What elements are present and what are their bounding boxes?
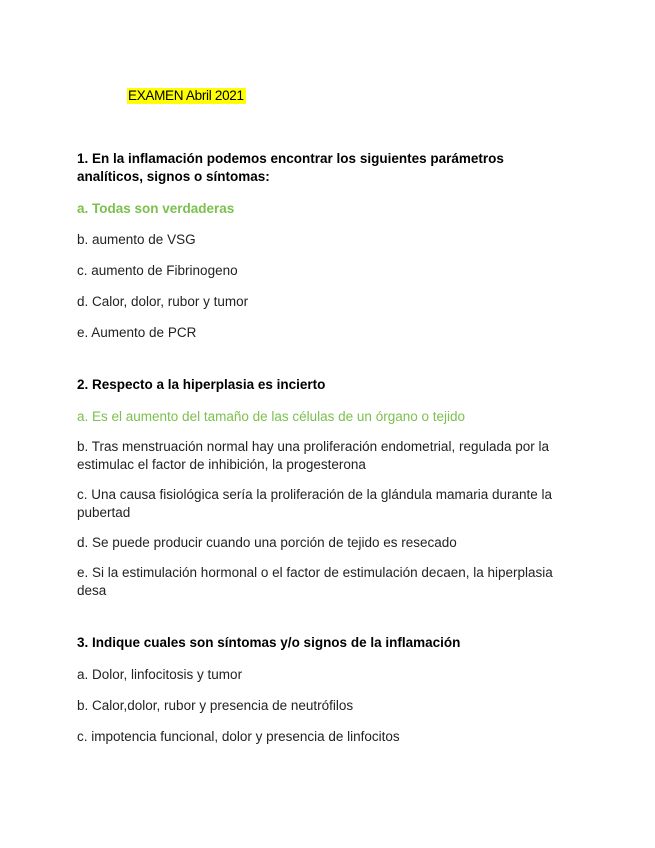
question-2-option-e: e. Si la estimulación hormonal o el factor de estimulación decaen, la hiperplasia desa [77, 565, 553, 598]
question-1-option-c: c. aumento de Fibrinogeno [77, 263, 238, 278]
question-3-option-a: a. Dolor, linfocitosis y tumor [77, 667, 243, 682]
question-2-option-d: d. Se puede producir cuando una porción de tejido es resecado [77, 535, 457, 550]
exam-title: EXAMEN Abril 2021 [128, 88, 244, 103]
question-2 [77, 376, 567, 600]
question-1-option-a: a. Todas son verdaderas [77, 201, 235, 216]
question-2-option-c: c. Una causa fisiológica sería la proliferación de la glándula mamaria durante la pubertad [77, 487, 553, 520]
question-1 [77, 150, 567, 342]
question-3-text: 3. Indique cuales son síntomas y/o signos de la inflamación [77, 635, 461, 650]
question-2-option-b: b. Tras menstruación normal hay una proliferación endometrial, regulada por la estimulac el factor de inhibición, la progesterona [77, 439, 550, 472]
question-3 [77, 634, 567, 746]
question-1-text: 1. En la inflamación podemos encontrar los siguientes parámetros analíticos, signos o síntomas: [77, 151, 504, 184]
question-3-option-b: b. Calor,dolor, rubor y presencia de neutrófilos [77, 698, 354, 713]
question-2-text: 2. Respecto a la hiperplasia es incierto [77, 377, 326, 392]
questions-list [77, 150, 567, 759]
question-1-option-e: e. Aumento de PCR [77, 325, 197, 340]
question-1-option-d: d. Calor, dolor, rubor y tumor [77, 294, 249, 309]
question-2-option-a: a. Es el aumento del tamaño de las células de un órgano o tejido [77, 409, 466, 424]
question-1-option-b: b. aumento de VSG [77, 232, 196, 247]
question-3-option-c: c. impotencia funcional, dolor y presencia de linfocitos [77, 729, 400, 744]
